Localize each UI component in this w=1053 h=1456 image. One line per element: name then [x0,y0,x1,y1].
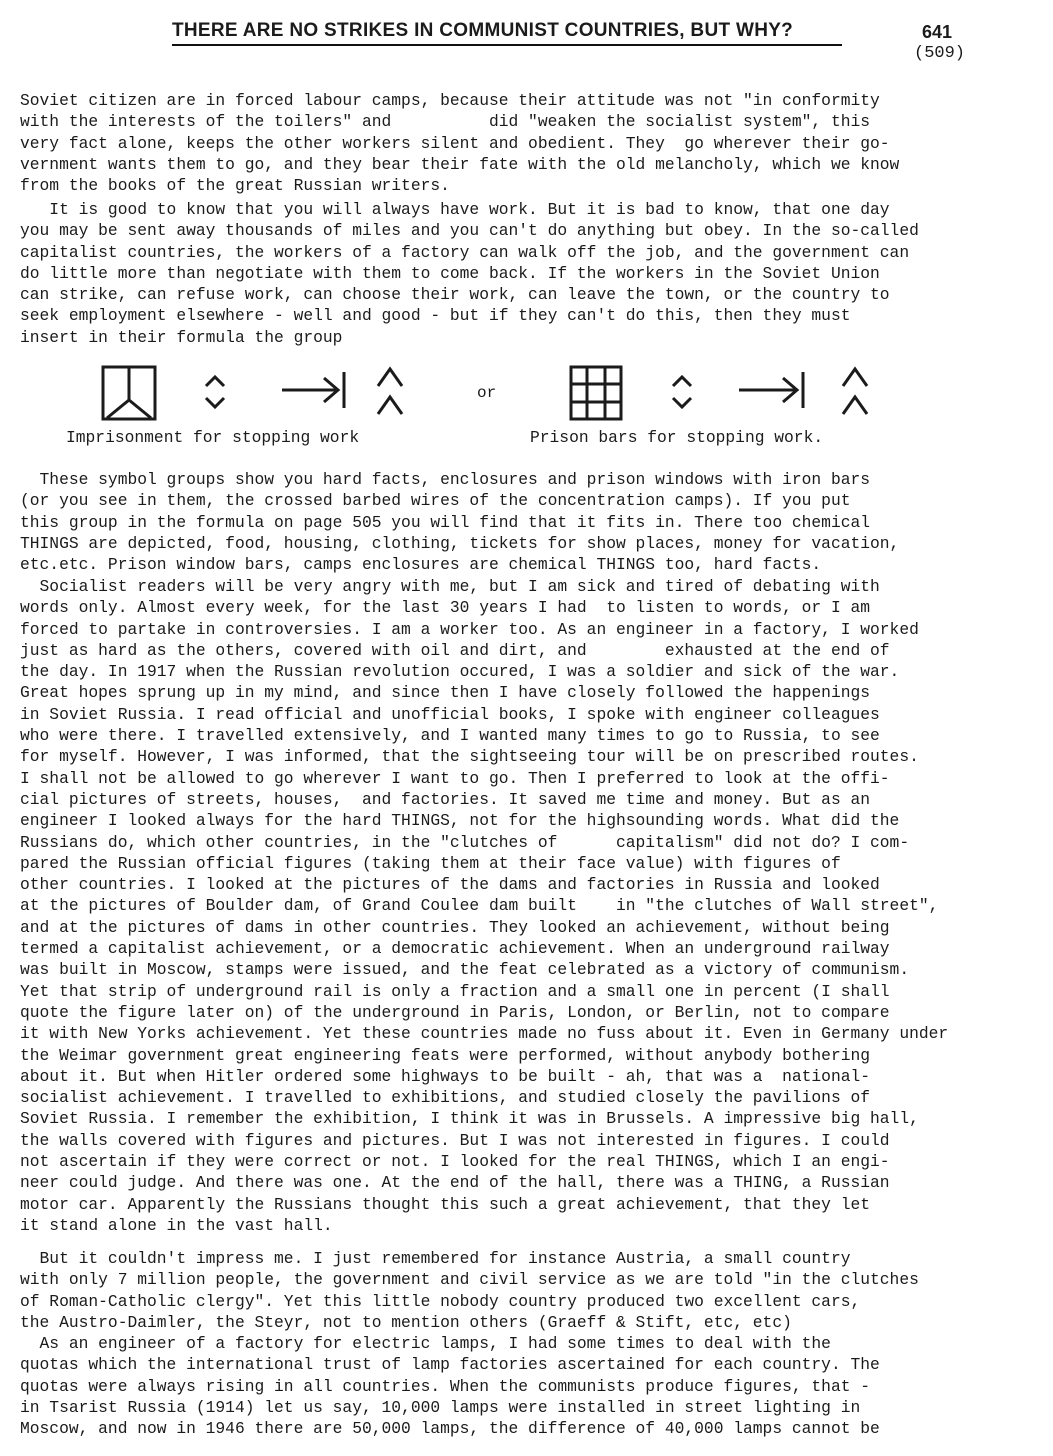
caption-imprisonment: Imprisonment for stopping work [66,428,360,447]
text-line: socialist achievement. I travelled to exhibitions, and studied closely the pavilions of [20,1088,871,1108]
diamond-chevrons-icon [200,368,230,416]
text-line: forced to partake in controversies. I am a worker too. As an engineer in a factory, I worked [20,619,919,639]
text-line: But it couldn't impress me. I just remembered for instance Austria, a small country [20,1249,851,1268]
or-label: or [477,384,497,402]
text-line: was built in Moscow, stamps were issued, and the feat celebrated as a victory of communism. [20,960,910,980]
text-line: the day. In 1917 when the Russian revolution occured, I was a soldier and sick of the war. [20,662,900,682]
text-line: Yet that strip of underground rail is only a fraction and a small one in percent (I shall [20,981,890,1001]
alt-page-number: (509) [914,44,966,63]
text-line: you may be sent away thousands of miles and you can't do anything but obey. In the so-called [20,221,919,241]
paragraph-1 [20,90,1030,196]
text-line: it stand alone in the vast hall. [20,1215,333,1235]
text-line: the walls covered with figures and pictures. But I was not interested in figures. I could [20,1130,890,1150]
text-line: Soviet Russia. I remember the exhibition, I think it was in Brussels. A impressive big hall, [20,1109,919,1129]
text-line: who were there. I travelled extensively, and I wanted many times to go to Russia, to see [20,726,880,746]
text-line: engineer I looked always for the hard THINGS, not for the highsounding words. What did the [20,811,900,831]
text-line: do little more than negotiate with them to come back. If the workers in the Soviet Union [20,263,880,283]
text-line: Moscow, and now in 1946 there are 50,000 lamps, the difference of 40,000 lamps cannot be [20,1419,880,1439]
double-up-chevron-icon [373,364,407,420]
text-line: I shall not be allowed to go wherever I want to go. Then I preferred to look at the offi- [20,768,890,788]
paragraph-2 [20,199,1030,348]
text-line: quotas were always rising in all countries. When the communists produce figures, that - [20,1376,871,1396]
text-line: with the interests of the toilers" and did "weaken the socialist system", this [20,112,871,132]
text-line: the Weimar government great engineering feats were performed, without anybody bothering [20,1045,871,1065]
paragraph-3 [20,469,1030,575]
paragraph-4 [20,576,1030,1236]
text-line: just as hard as the others, covered with oil and dirt, and exhausted at the end of [20,640,890,660]
text-line: neer could judge. And there was one. At the end of the hall, there was a THING, a Russian [20,1173,890,1193]
text-line: from the books of the great Russian writers. [20,176,450,196]
text-line: Great hopes sprung up in my mind, and since then I have closely followed the happenings [20,683,871,703]
caption-prison-bars: Prison bars for stopping work. [530,428,824,447]
text-line: Russians do, which other countries, in the "clutches of capitalism" did not do? I com- [20,832,910,852]
text-line: vernment wants them to go, and they bear their fate with the old melancholy, which we know [20,154,900,174]
text-line: As an engineer of a factory for electric lamps, I had some times to deal with the [20,1334,831,1354]
text-line: etc.etc. Prison window bars, camps enclosures are chemical THINGS too, hard facts. [20,555,822,575]
text-line: in Tsarist Russia (1914) let us say, 10,000 lamps were installed in street lighting in [20,1398,861,1418]
page-title: THERE ARE NO STRIKES IN COMMUNIST COUNTRIES, BUT WHY? [172,20,842,46]
text-line: this group in the formula on page 505 you will find that it fits in. There too chemical [20,512,871,532]
double-up-chevron-icon [838,364,872,420]
text-line: Soviet citizen are in forced labour camps, because their attitude was not "in conformity [20,91,880,110]
paragraph-5 [20,1248,1030,1440]
text-line: not ascertain if they were correct or not. I looked for the real THINGS, which I an engi- [20,1152,890,1172]
arrow-to-bar-icon [737,370,809,410]
diamond-chevrons-icon [667,368,697,416]
text-line: It is good to know that you will always have work. But it is bad to know, that one day [20,200,890,219]
text-line: in Soviet Russia. I read official and unofficial books, I spoke with engineer colleagues [20,704,880,724]
text-line: the Austro-Daimler, the Steyr, not to mention others (Graeff & Stift, etc, etc) [20,1312,792,1332]
text-line: for myself. However, I was informed, that the sightseeing tour will be on prescribed routes. [20,747,919,767]
text-line: pared the Russian official figures (taking them at their face value) with figures of [20,853,841,873]
text-line: motor car. Apparently the Russians thought this such a great achievement, that they let [20,1194,871,1214]
prison-bars-icon [568,364,624,422]
text-line: with only 7 million people, the government and civil service as we are told "in the clutches [20,1270,919,1290]
text-line: THINGS are depicted, food, housing, clothing, tickets for show places, money for vacation, [20,533,900,553]
text-line: and at the pictures of dams in other countries. They looked an achievement, without being [20,917,890,937]
text-line: about it. But when Hitler ordered some highways to be built - ah, that was a national- [20,1066,871,1086]
text-line: Socialist readers will be very angry with me, but I am sick and tired of debating with [20,577,880,596]
text-line: other countries. I looked at the pictures of the dams and factories in Russia and looked [20,875,880,895]
page-number: 641 [922,22,953,42]
text-line: (or you see in them, the crossed barbed wires of the concentration camps). If you put [20,491,851,511]
text-line: it with New Yorks achievement. Yet these countries made no fuss about it. Even in Germany under [20,1024,949,1044]
text-line: can strike, can refuse work, can choose their work, can leave the town, or the country to [20,285,890,305]
text-line: of Roman-Catholic clergy". Yet this little nobody country produced two excellent cars, [20,1291,861,1311]
text-line: These symbol groups show you hard facts, enclosures and prison windows with iron bars [20,470,871,489]
enclosure-symbol-icon [100,364,158,422]
arrow-to-bar-icon [280,370,350,410]
text-line: capitalist countries, the workers of a factory can walk off the job, and the government can [20,242,910,262]
text-line: very fact alone, keeps the other workers silent and obedient. They go wherever their go- [20,133,890,153]
text-line: quotas which the international trust of lamp factories ascertained for each country. The [20,1355,880,1375]
text-line: quote the figure later on) of the underground in Paris, London, or Berlin, not to compare [20,1002,890,1022]
text-line: insert in their formula the group [20,327,343,347]
text-line: seek employment elsewhere - well and good - but if they can't do this, then they must [20,306,851,326]
text-line: termed a capitalist achievement, or a democratic achievement. When an underground railway [20,939,890,959]
symbol-groups [0,356,1053,456]
text-line: at the pictures of Boulder dam, of Grand Coulee dam built in "the clutches of Wall street", [20,896,939,916]
text-line: words only. Almost every week, for the last 30 years I had to listen to words, or I am [20,598,871,618]
text-line: cial pictures of streets, houses, and factories. It saved me time and money. But as an [20,789,871,809]
